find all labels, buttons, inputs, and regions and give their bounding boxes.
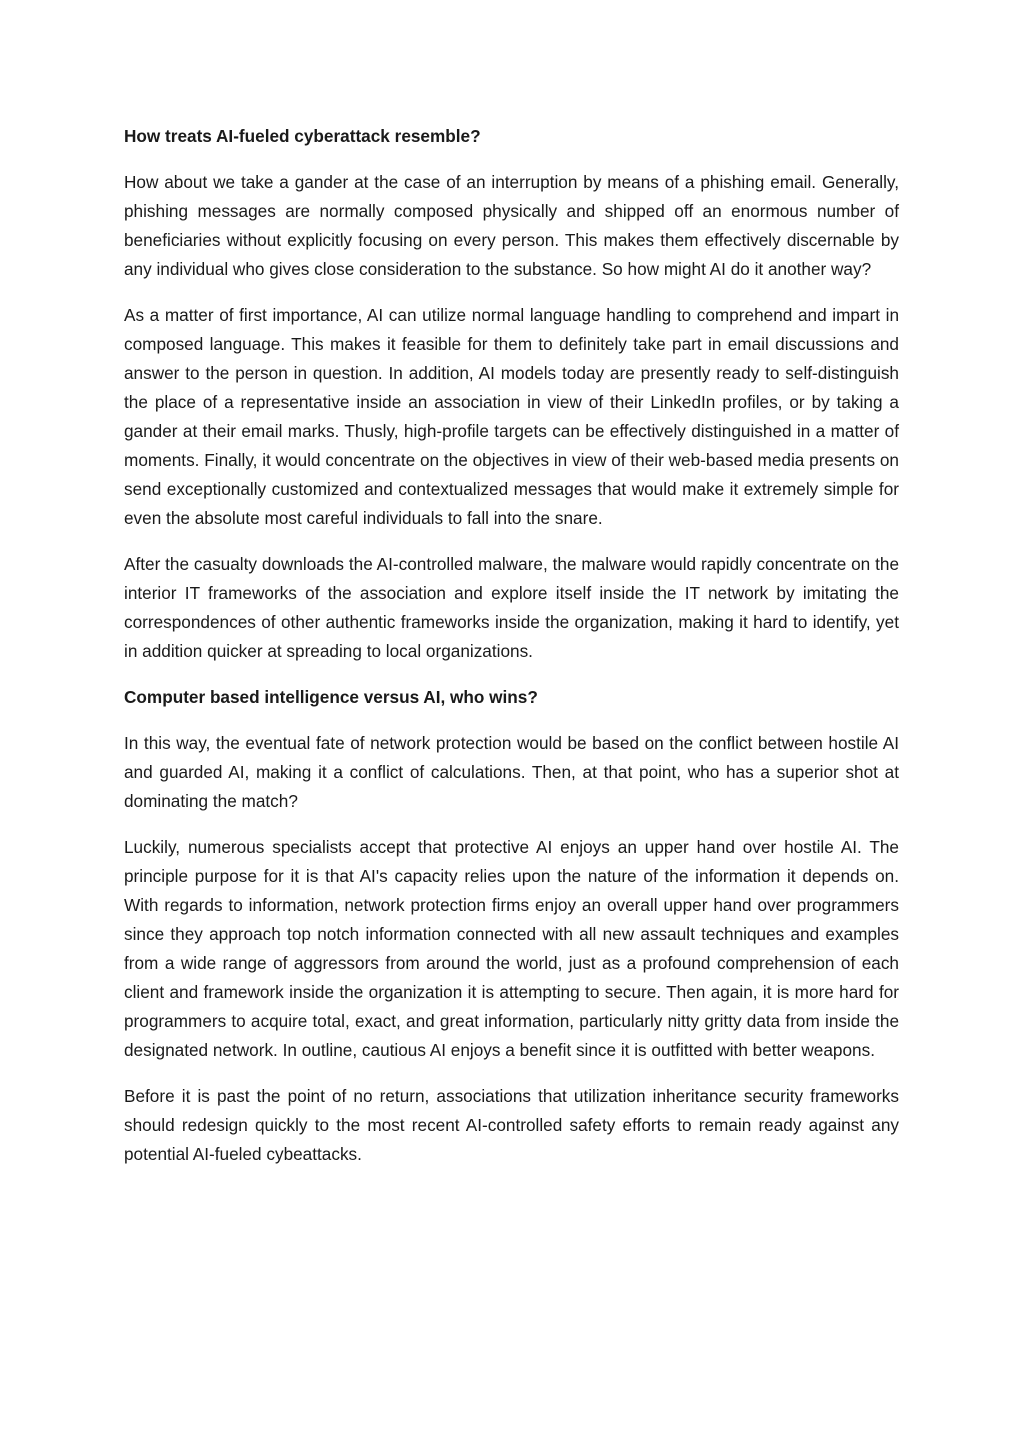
section-heading-ai-versus-ai: Computer based intelligence versus AI, who wins? (124, 687, 538, 707)
paragraph-conflict-of-calculations: In this way, the eventual fate of network protection would be based on the conflict between hostile AI and guarded AI, making it a conflict of calculations. Then, at that point, who has a superior shot at dominating the match? (124, 733, 899, 811)
document-page (124, 122, 899, 1186)
paragraph-ai-language-handling: As a matter of first importance, AI can utilize normal language handling to comprehend and impart in composed language. This makes it feasible for them to definitely take part in email discussions and answer to the person in question. In addition, AI models today are presently ready to self-distinguish the place of a representative inside an association in view of their LinkedIn profiles, or by taking a gander at their email marks. Thusly, high-profile targets can be effectively distinguished in a matter of moments. Finally, it would concentrate on the objectives in view of their web-based media presents on send exceptionally customized and contextualized messages that would make it extremely simple for even the absolute most careful individuals to fall into the snare. (124, 305, 899, 528)
paragraph-protective-ai-advantage: Luckily, numerous specialists accept that protective AI enjoys an upper hand over hostile AI. The principle purpose for it is that AI's capacity relies upon the nature of the information it depends on. With regards to information, network protection firms enjoy an overall upper hand over programmers since they approach top notch information connected with all new assault techniques and examples from a wide range of aggressors from around the world, just as a profound comprehension of each client and framework inside the organization it is attempting to secure. Then again, it is more hard for programmers to acquire total, exact, and great information, particularly nitty gritty data from inside the designated network. In outline, cautious AI enjoys a benefit since it is outfitted with better weapons. (124, 837, 899, 1060)
paragraph-phishing-example: How about we take a gander at the case of an interruption by means of a phishing email. Generally, phishing messages are normally composed physically and shipped off an enormous number of beneficiaries without explicitly focusing on every person. This makes them effectively discernable by any individual who gives close consideration to the substance. So how might AI do it another way? (124, 172, 899, 279)
paragraph-malware-spread: After the casualty downloads the AI-controlled malware, the malware would rapidly concentrate on the interior IT frameworks of the association and explore itself inside the IT network by imitating the correspondences of other authentic frameworks inside the organization, making it hard to identify, yet in addition quicker at spreading to local organizations. (124, 554, 899, 661)
paragraph-redesign-recommendation: Before it is past the point of no return, associations that utilization inheritance security frameworks should redesign quickly to the most recent AI-controlled safety efforts to remain ready against any potential AI-fueled cybeattacks. (124, 1086, 899, 1164)
section-heading-ai-cyberattack: How treats AI-fueled cyberattack resemble? (124, 126, 481, 146)
